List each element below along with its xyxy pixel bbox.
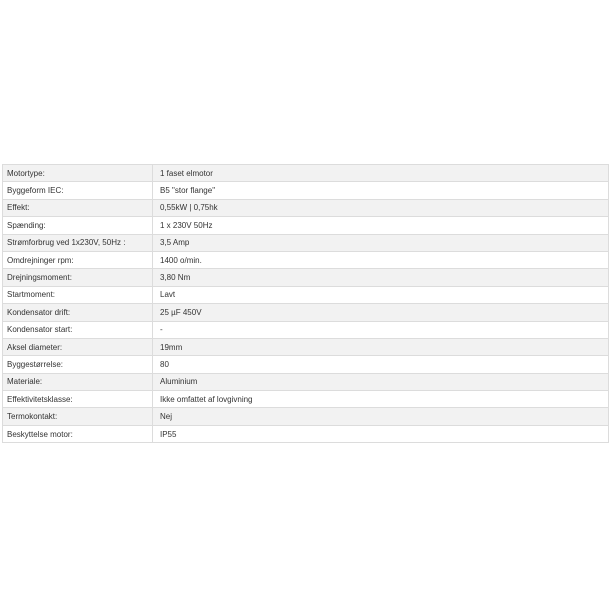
spec-label: Startmoment: — [3, 286, 153, 303]
spec-label: Kondensator start: — [3, 321, 153, 338]
spec-table-body — [3, 165, 609, 443]
spec-value: Ikke omfattet af lovgivning — [153, 391, 609, 408]
table-row — [3, 217, 609, 234]
spec-label: Effektivitetsklasse: — [3, 391, 153, 408]
table-row — [3, 391, 609, 408]
table-row — [3, 182, 609, 199]
spec-value: 25 µF 450V — [153, 304, 609, 321]
spec-label: Omdrejninger rpm: — [3, 251, 153, 268]
spec-label: Byggeform IEC: — [3, 182, 153, 199]
spec-label: Materiale: — [3, 373, 153, 390]
table-row — [3, 425, 609, 442]
spec-value: 3,5 Amp — [153, 234, 609, 251]
table-row — [3, 286, 609, 303]
spec-value: 80 — [153, 356, 609, 373]
table-row — [3, 338, 609, 355]
spec-label: Kondensator drift: — [3, 304, 153, 321]
table-row — [3, 199, 609, 216]
table-row — [3, 251, 609, 268]
spec-label: Strømforbrug ved 1x230V, 50Hz : — [3, 234, 153, 251]
spec-label: Effekt: — [3, 199, 153, 216]
spec-label: Drejningsmoment: — [3, 269, 153, 286]
table-row — [3, 304, 609, 321]
table-row — [3, 269, 609, 286]
table-row — [3, 373, 609, 390]
table-row — [3, 165, 609, 182]
spec-value: - — [153, 321, 609, 338]
spec-value: Aluminium — [153, 373, 609, 390]
spec-value: 0,55kW | 0,75hk — [153, 199, 609, 216]
spec-label: Beskyttelse motor: — [3, 425, 153, 442]
spec-value: 19mm — [153, 338, 609, 355]
table-row — [3, 234, 609, 251]
spec-value: B5 "stor flange" — [153, 182, 609, 199]
spec-value: 1 faset elmotor — [153, 165, 609, 182]
spec-value: 3,80 Nm — [153, 269, 609, 286]
spec-value: Lavt — [153, 286, 609, 303]
spec-label: Byggestørrelse: — [3, 356, 153, 373]
spec-value: 1 x 230V 50Hz — [153, 217, 609, 234]
spec-label: Termokontakt: — [3, 408, 153, 425]
table-row — [3, 321, 609, 338]
spec-label: Aksel diameter: — [3, 338, 153, 355]
spec-value: IP55 — [153, 425, 609, 442]
spec-table — [2, 164, 609, 443]
spec-value: Nej — [153, 408, 609, 425]
spec-label: Motortype: — [3, 165, 153, 182]
table-row — [3, 408, 609, 425]
table-row — [3, 356, 609, 373]
spec-label: Spænding: — [3, 217, 153, 234]
spec-value: 1400 o/min. — [153, 251, 609, 268]
